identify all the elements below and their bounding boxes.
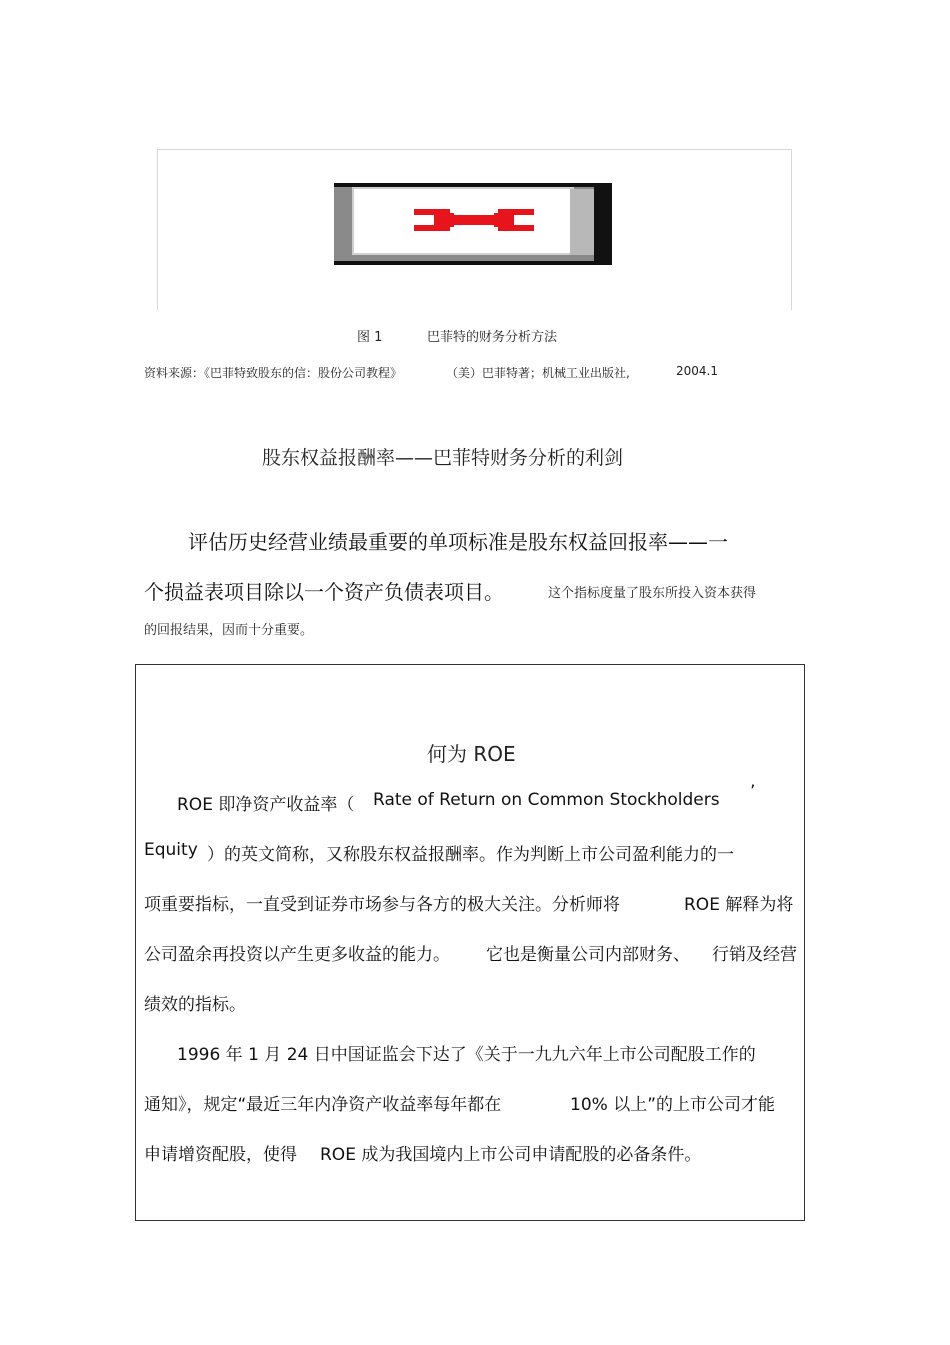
- note-line-2: 的回报结果，因而十分重要。: [144, 623, 314, 638]
- section-title: 股东权益报酬率——巴菲特财务分析的利剑: [262, 447, 624, 469]
- roe-p1-line4c: 行销及经营: [712, 945, 797, 965]
- lead-line-2: 个损益表项目除以一个资产负债表项目。: [144, 580, 504, 604]
- roe-p1-line4a: 公司盈余再投资以产生更多收益的能力。: [144, 945, 450, 965]
- note-line-1: 这个指标度量了股东所投入资本获得: [548, 586, 757, 601]
- roe-p1-line1a: ROE 即净资产收益率（: [177, 795, 355, 815]
- figure-source-author: （美）巴菲特著；机械工业出版社,: [446, 366, 630, 380]
- figure-source-year: 2004.1: [676, 364, 718, 378]
- roe-p1-line5: 绩效的指标。: [144, 995, 246, 1015]
- figure-image: [334, 183, 612, 265]
- roe-p2-line3b: ROE 成为我国境内上市公司申请配股的必备条件。: [320, 1145, 702, 1165]
- roe-p1-line1b: Rate of Return on Common Stockholders: [373, 790, 720, 810]
- roe-p1-line4b: 它也是衡量公司内部财务、: [486, 945, 690, 965]
- figure-caption-text: 巴菲特的财务分析方法: [427, 330, 558, 345]
- roe-p2-line2b: 10% 以上”的上市公司才能: [570, 1095, 775, 1115]
- roe-p2-line1: 1996 年 1 月 24 日中国证监会下达了《关于一九九六年上市公司配股工作的: [177, 1045, 756, 1065]
- roe-p1-line3a: 项重要指标，一直受到证券市场参与各方的极大关注。分析师将: [144, 895, 620, 915]
- roe-box-title: 何为 ROE: [427, 742, 516, 766]
- lead-line-1: 评估历史经营业绩最重要的单项标准是股东权益回报率——一: [188, 530, 728, 554]
- roe-p1-line3b: ROE 解释为将: [684, 895, 794, 915]
- roe-p1-line2a: Equity: [144, 840, 198, 860]
- roe-p1-line2b: ）的英文简称，又称股东权益报酬率。作为判断上市公司盈利能力的一: [207, 845, 734, 865]
- figure-source-prefix: 资料来源：《巴菲特致股东的信：股份公司教程》: [144, 366, 403, 380]
- figure-caption-label: 图 1: [357, 330, 383, 345]
- roe-p1-line1c: ’: [750, 782, 756, 802]
- roe-p2-line2a: 通知》，规定“最近三年内净资产收益率每年都在: [144, 1095, 502, 1115]
- roe-p2-line3a: 申请增资配股，使得: [144, 1145, 297, 1165]
